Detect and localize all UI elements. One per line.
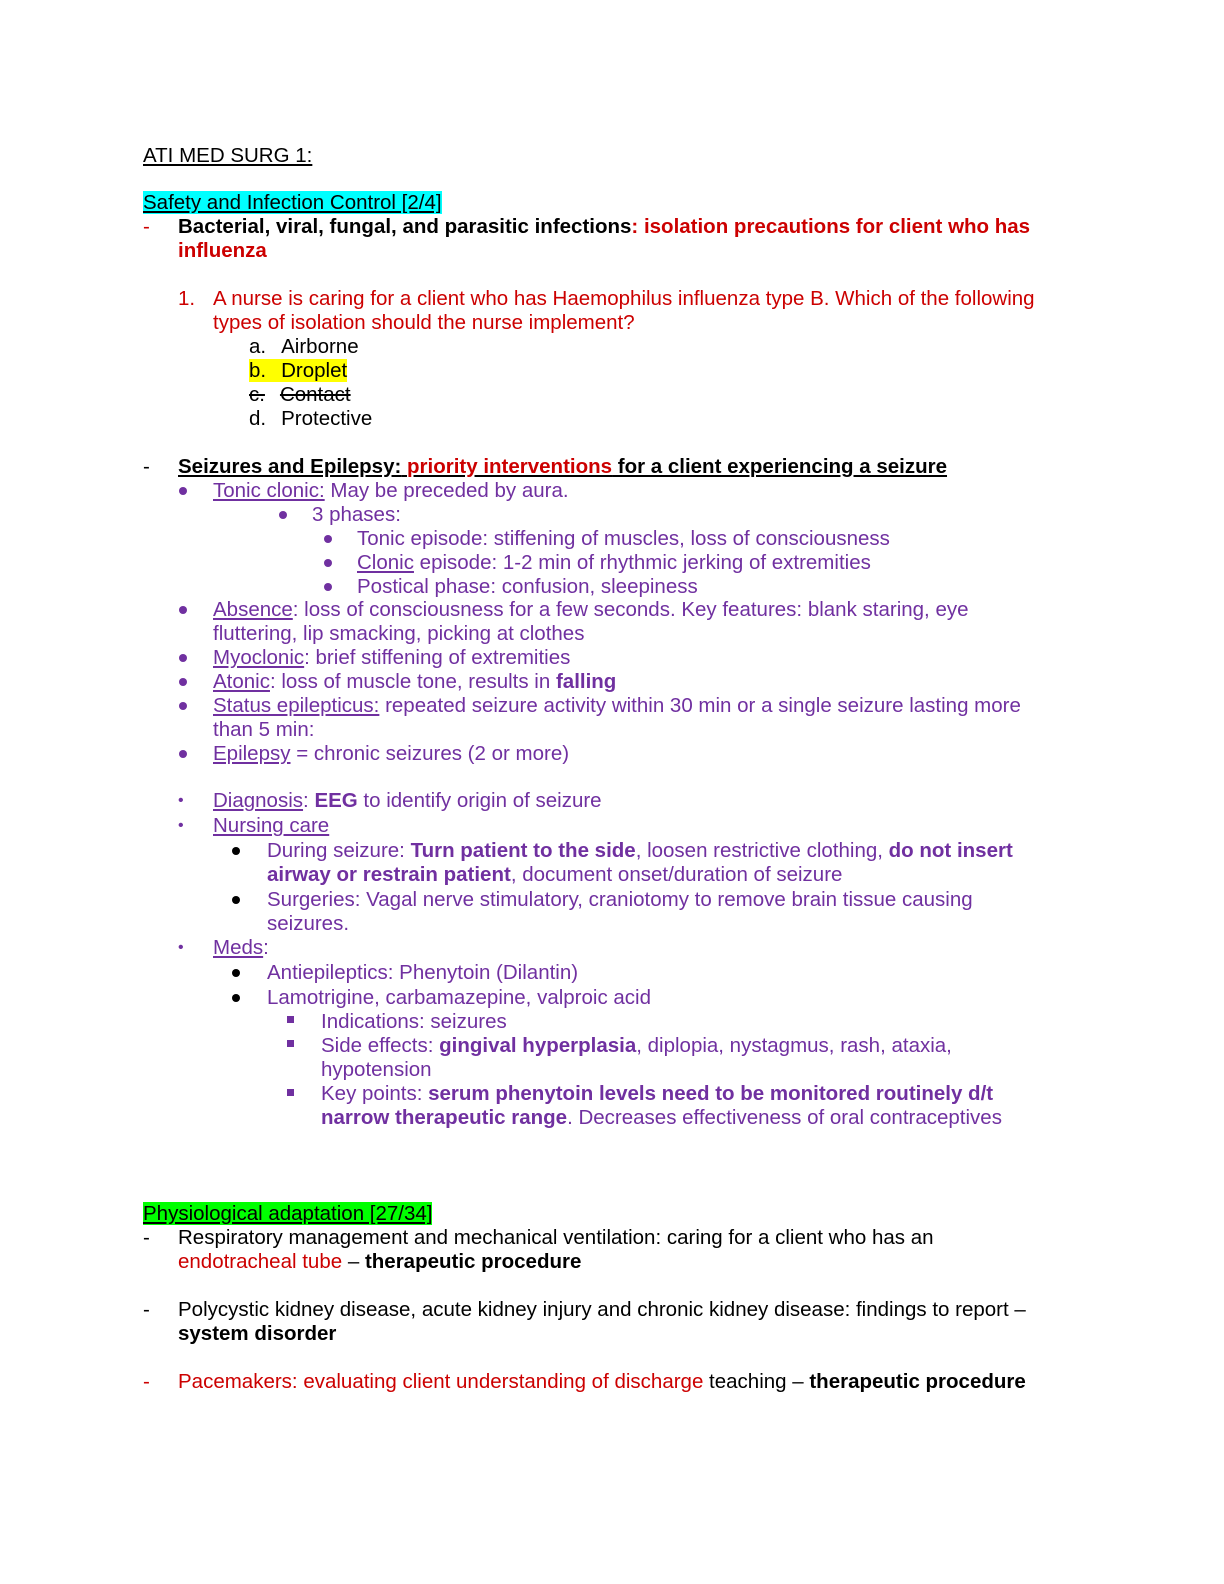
bullet-dot (179, 654, 187, 662)
bullet-small: • (178, 939, 184, 956)
document-title: ATI MED SURG 1: (143, 144, 313, 167)
option-d: d. Protective (249, 407, 373, 430)
key-points-cont: narrow therapeutic range. Decreases effectiveness of oral contraceptives (321, 1106, 1002, 1129)
seizures-topic-red: priority interventions (407, 455, 613, 478)
option-a: a. Airborne (249, 335, 359, 358)
surgeries-item: Surgeries: Vagal nerve stimulatory, craniotomy to remove brain tissue causing (267, 888, 973, 911)
side-effects-item: Side effects: gingival hyperplasia, diplopia, nystagmus, rash, ataxia, (321, 1034, 952, 1057)
bullet-square (287, 1016, 294, 1023)
bullet-dot (179, 678, 187, 686)
tonic-clonic-item: Tonic clonic: May be preceded by aura. (213, 479, 569, 502)
tonic-episode-item: Tonic episode: stiffening of muscles, loss of consciousness (357, 527, 890, 550)
safety-topic-bold: Bacterial, viral, fungal, and parasitic infections (178, 215, 632, 238)
physio-item-1-cont: endotracheal tube – therapeutic procedure (178, 1250, 582, 1273)
bullet-square (287, 1040, 294, 1047)
postical-item: Postical phase: confusion, sleepiness (357, 575, 698, 598)
epilepsy-item: Epilepsy = chronic seizures (2 or more) (213, 742, 570, 765)
indications-item: Indications: seizures (321, 1010, 507, 1033)
bullet-dash: - (143, 1226, 150, 1249)
physio-item-2-cont: system disorder (178, 1322, 337, 1345)
bullet-dot (179, 702, 187, 710)
bullet-dot (324, 535, 332, 543)
option-c-struck: c. Contact (249, 383, 351, 406)
physio-heading-text: Physiological adaptation [27/34] (143, 1202, 433, 1225)
phases-item: 3 phases: (312, 503, 401, 526)
safety-topic-red: isolation precautions for client who has (638, 215, 1031, 238)
bullet-square (287, 1089, 294, 1096)
myoclonic-item: Myoclonic: brief stiffening of extremities (213, 646, 571, 669)
safety-heading-text: Safety and Infection Control [2/4] (143, 191, 442, 214)
bullet-dot (324, 583, 332, 591)
bullet-dash: - (143, 215, 150, 238)
physio-item-2: Polycystic kidney disease, acute kidney injury and chronic kidney disease: findings to report – (178, 1298, 1026, 1321)
physio-item-3: Pacemakers: evaluating client understanding of discharge teaching – therapeutic procedure (178, 1370, 1026, 1393)
bullet-small: • (178, 817, 184, 834)
bullet-dot (232, 847, 240, 855)
bullet-dot (324, 559, 332, 567)
antiepileptics-item: Antiepileptics: Phenytoin (Dilantin) (267, 961, 579, 984)
physio-item-1: Respiratory management and mechanical ventilation: caring for a client who has an (178, 1226, 934, 1249)
during-seizure-item: During seizure: Turn patient to the side, loosen restrictive clothing, do not insert (267, 839, 1013, 862)
during-seizure-cont: airway or restrain patient, document onset/duration of seizure (267, 863, 843, 886)
bullet-dot (179, 606, 187, 614)
bullet-dot (179, 750, 187, 758)
bullet-dot (232, 896, 240, 904)
absence-item-cont: fluttering, lip smacking, picking at clothes (213, 622, 585, 645)
nursing-care-item: Nursing care (213, 814, 330, 837)
atonic-item: Atonic: loss of muscle tone, results in falling (213, 670, 617, 693)
question-number: 1. (178, 287, 196, 310)
bullet-dot (279, 511, 287, 519)
safety-topic-cont: influenza (178, 239, 267, 262)
surgeries-cont: seizures. (267, 912, 350, 935)
safety-topic: Bacterial, viral, fungal, and parasitic infections: isolation precautions for client who has (178, 215, 1031, 238)
bullet-dash: - (143, 455, 150, 478)
bullet-dot (232, 994, 240, 1002)
lamotrigine-item: Lamotrigine, carbamazepine, valproic acid (267, 986, 652, 1009)
seizures-topic: Seizures and Epilepsy: priority interventions for a client experiencing a seizure (178, 455, 948, 478)
clonic-episode-item: Clonic episode: 1-2 min of rhythmic jerking of extremities (357, 551, 871, 574)
diagnosis-item: Diagnosis: EEG to identify origin of seizure (213, 789, 602, 812)
bullet-dot (179, 487, 187, 495)
question-text-cont: types of isolation should the nurse implement? (213, 311, 635, 334)
physio-heading (143, 1202, 432, 1226)
status-epilepticus-cont: than 5 min: (213, 718, 315, 741)
safety-heading (143, 191, 442, 215)
bullet-small: • (178, 792, 184, 809)
option-b-correct: b. Droplet (249, 359, 348, 382)
side-effects-cont: hypotension (321, 1058, 432, 1081)
meds-item: Meds: (213, 936, 269, 959)
question-text: A nurse is caring for a client who has Haemophilus influenza type B. Which of the following (213, 287, 1035, 310)
bullet-dash: - (143, 1298, 150, 1321)
bullet-dash: - (143, 1370, 150, 1393)
status-epilepticus-item: Status epilepticus: repeated seizure activity within 30 min or a single seizure lasting more (213, 694, 1021, 717)
bullet-dot (232, 969, 240, 977)
absence-item: Absence: loss of consciousness for a few seconds. Key features: blank staring, eye (213, 598, 969, 621)
key-points-item: Key points: serum phenytoin levels need to be monitored routinely d/t (321, 1082, 994, 1105)
